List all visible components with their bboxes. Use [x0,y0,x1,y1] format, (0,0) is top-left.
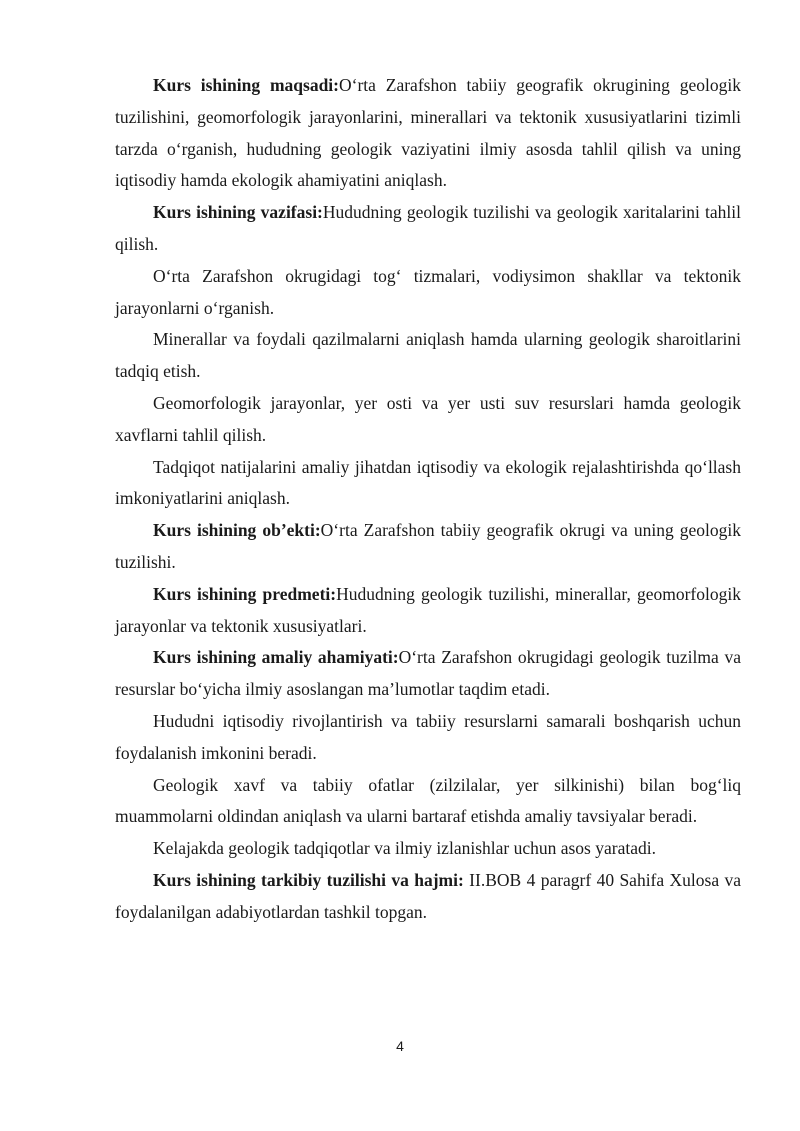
paragraph-text: O‘rta Zarafshon tabiiy geografik okrugi va uning geologik tuzilishi. [115,520,741,572]
paragraph-task-3 [115,324,741,388]
paragraph-task-4 [115,388,741,452]
paragraph-text: Tadqiqot natijalarini amaliy jihatdan iqtisodiy va ekologik rejalashtirishda qo‘llash imkoniyatlarini aniqlash. [115,456,741,509]
paragraph-amaliy-ahamiyati [115,642,741,706]
paragraph-label: Kurs ishining amaliy ahamiyati: [153,647,399,668]
paragraph-task-5 [115,452,741,516]
paragraph-maqsadi [115,70,741,197]
paragraph-text: Hududni iqtisodiy rivojlantirish va tabiiy resurslarni samarali boshqarish uchun foydalanish imkonini beradi. [115,710,741,763]
paragraph-text: O‘rta Zarafshon okrugidagi tog‘ tizmalari, vodiysimon shakllar va tektonik jarayonlarni o‘rganish. [115,265,741,318]
paragraph-label: Kurs ishining ob’ekti: [153,520,321,541]
paragraph-significance-3 [115,770,741,834]
paragraph-label: Kurs ishining tarkibiy tuzilishi va hajmi: [153,869,464,890]
paragraph-tarkibiy-tuzilishi [115,865,741,929]
document-page [115,70,741,929]
paragraph-text: Hududning geologik tuzilishi va geologik xaritalarini tahlil qilish. [115,202,741,254]
paragraph-text: II.BOB 4 paragrf 40 Sahifa Xulosa va foydalanilgan adabiyotlardan tashkil topgan. [115,869,741,922]
paragraph-text: O‘rta Zarafshon tabiiy geografik okrugining geologik tuzilishini, geomorfologik jarayonlarini, minerallari va tektonik xususiyatlarini tizimli tarzda o‘rganish, hududning geologik vaziyatini ilmiy asosda tahlil qilish va uning iqtisodiy hamda ekologik ahamiyatini aniqlash. [115,75,742,191]
paragraph-predmeti [115,579,741,643]
paragraph-text: O‘rta Zarafshon okrugidagi geologik tuzilma va resurslar bo‘yicha ilmiy asoslangan ma’lumotlar taqdim etadi. [115,647,741,700]
paragraph-text: Geomorfologik jarayonlar, yer osti va yer usti suv resurslari hamda geologik xavflarni tahlil qilish. [115,392,741,445]
paragraph-text: Minerallar va foydali qazilmalarni aniqlash hamda ularning geologik sharoitlarini tadqiq etish. [115,329,741,382]
paragraph-vazifasi [115,197,741,261]
paragraph-label: Kurs ishining vazifasi: [153,202,323,223]
paragraph-text: Geologik xavf va tabiiy ofatlar (zilzilalar, yer silkinishi) bilan bog‘liq muammolarni oldindan aniqlash va ularni bartaraf etishda amaliy tavsiyalar beradi. [115,774,741,827]
page-number: 4 [396,1038,404,1054]
paragraph-significance-4 [115,833,741,865]
paragraph-significance-2 [115,706,741,770]
paragraph-label: Kurs ishining predmeti: [153,583,337,604]
paragraph-obekti [115,515,741,579]
paragraph-task-2 [115,261,741,325]
paragraph-text: Kelajakda geologik tadqiqotlar va ilmiy izlanishlar uchun asos yaratadi. [153,838,656,859]
paragraph-text: Hududning geologik tuzilishi, minerallar, geomorfologik jarayonlar va tektonik xususiyatlari. [115,583,741,636]
paragraph-label: Kurs ishining maqsadi: [153,75,339,95]
